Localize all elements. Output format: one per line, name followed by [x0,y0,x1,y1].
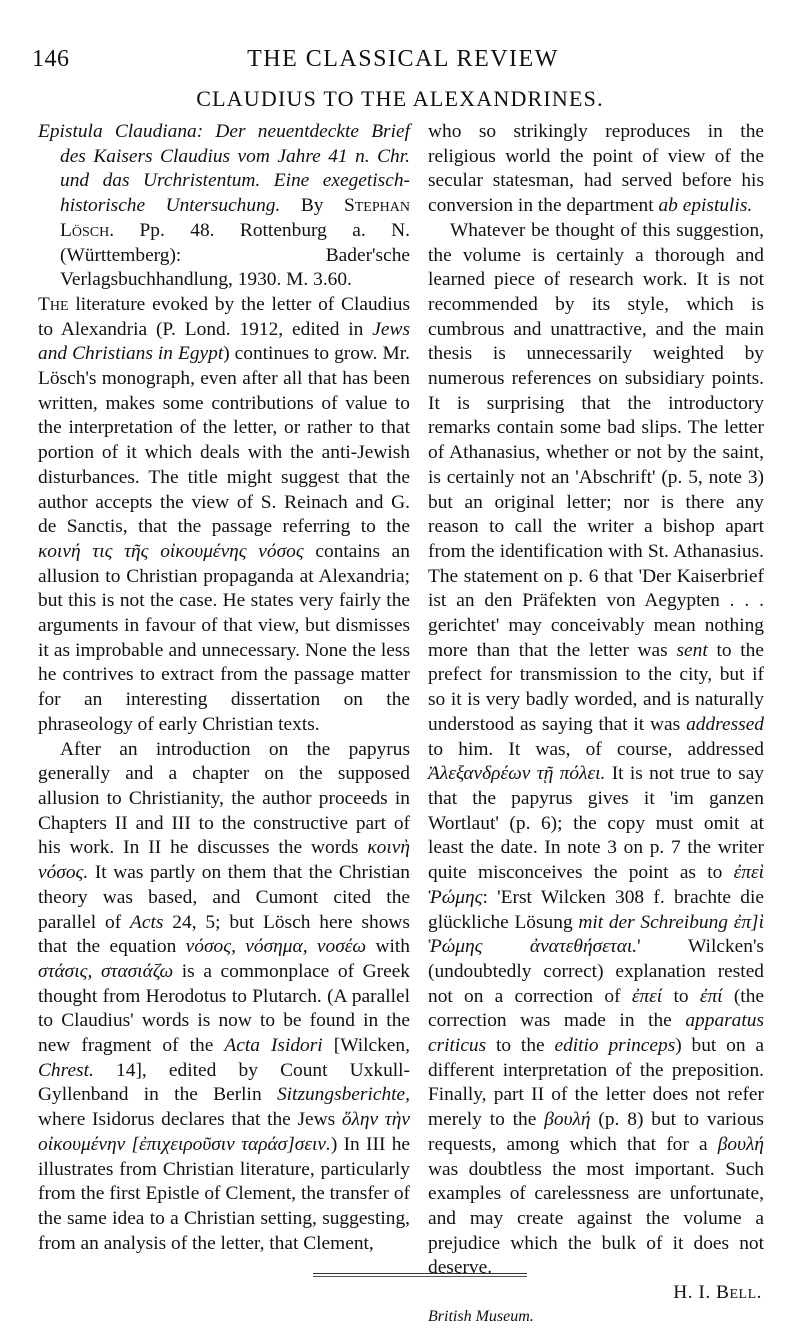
reviewer-affiliation: British Museum. [428,1307,534,1325]
book-author: Stephan Lösch. [60,195,410,241]
text-run: : 'Erst Wilcken 308 f. brachte die glückliche Lösung [428,886,764,933]
text-run: Whatever be thought of this suggestion, the volume is certainly a thorough and learned piece of research work. It is not recommended by its style, which is cumbrous and unattractive, and the main thesis is unnecessarily weighted by numerous references on subsidiary points. It is surprising that the introductory remarks contain some bad slips. The letter of Athanasius, whether or not by the saint, is certainly not an 'Abschrift' (p. 5, note 3) but an original letter; nor is there any reason to call the writer a bishop apart from the identification with St. Athanasius. The statement on p. 6 that 'Der Kaiserbrief ist an den Präfekten von Aegypten . . . gerichtet' may conceivably mean nothing more than that the letter was [428,219,764,661]
page-number: 146 [32,46,70,72]
text-run: 14], edited by Count Uxkull-Gyllenband in the Berlin [38,1059,410,1106]
end-rule-lower [313,1276,527,1277]
text-run: [Wilcken, [333,1035,410,1057]
text-run: ) continues to grow. Mr. Lösch's monograph, even after all that has been written, makes some contributions of value to the interpretation of the letter, or rather to that portion of it which deals with the anti-Jewish disturbances. The title might suggest that the author accepts the view of S. Reinach and G. de Sanctis, that the passage referring to the [38,343,410,538]
text-run: After an introduction on the papyrus generally and a chapter on the supposed allusion to Christianity, the author proceeds in Chapters II and III to the constructive part of his work. In II he discusses the words [38,738,410,859]
greek-phrase: στάσις, στασιάζω [38,960,174,982]
journal-title: THE CLASSICAL REVIEW [247,46,559,72]
text-run: ) In III he illustrates from Christian literature, particularly from the first Epistle of Clement, the transfer of the same idea to a Christian setting, suggesting, from an analysis of the letter, that Clement, [38,1133,411,1254]
greek-phrase: ἐπί [699,985,723,1007]
end-rule [313,1273,527,1274]
italic-title: Acts [130,911,164,933]
text-run: (the correction was made in the [428,985,764,1032]
greek-phrase: νόσος, νόσημα, νοσέω [185,936,367,958]
article-title: CLAUDIUS TO THE ALEXANDRINES. [196,86,604,111]
greek-phrase: βουλή [717,1133,764,1155]
text-run: where Isidorus declares that the Jews [38,1109,336,1131]
text-run: contains an allusion to Christian propaganda at Alexandria; but this is not the case. He states very fairly the arguments in favour of that view, but dismisses it as improbable and unnecessary. None the less he contrives to extract from the passage matter for an interesting dissertation on the phraseology of early Christian texts. [38,540,410,735]
reviewer-signature: H. I. Bell. [673,1282,762,1304]
paragraph-2 [38,738,410,1257]
left-column [38,120,410,1256]
text-run: It was partly on them that the Christian theory was based, and Cumont cited the parallel of [38,862,410,933]
text-run: to the [496,1035,545,1057]
text-run: is a commonplace of Greek thought from Herodotus to Plutarch. (A parallel to Claudius' words is now to be found in the new fragment of the [38,960,410,1057]
italic-title: ab epistulis. [658,195,753,217]
text-run: to the prefect for transmission to the city, but if so it is very badly worded, and is naturally understood as saying that it was [428,639,764,735]
greek-phrase: Ἀλεξανδρέων τῇ πόλει. [428,763,606,785]
text-run: (p. 8) but to various requests, among which that for a [428,1109,764,1155]
italic-word: apparatus criticus [428,1010,765,1057]
greek-phrase: ἐπεὶ Ῥώμης [428,862,764,908]
greek-phrase: ἐπεί [631,985,663,1007]
greek-phrase: ἐπ]ὶ Ῥώμης ἀνατεθήσεται. [428,911,764,958]
paragraph-1 [38,293,410,738]
publication-details: Pp. 48. Rottenburg a. N. (Württemberg): Bader'sche Verlagsbuchhandlung, 1930. M. 3.60. [60,219,410,291]
right-column [428,120,764,1328]
italic-word: sent [676,639,708,661]
text-run: to [673,985,689,1007]
italic-title: Chrest. [38,1059,94,1081]
text-run: who so strikingly reproduces in the religious world the point of view of the secular statesman, had served before his conversion in the department [428,121,764,217]
text-run: 24, 5; but Lösch here shows that the equation [38,911,410,958]
text-run: with [375,936,410,958]
text-run: It is not true to say that the papyrus gives it 'im ganzen Wortlaut' (p. 6); the copy must omit at least the date. In note 3 on p. 7 the writer quite misconceives the point as to [428,763,765,884]
text-run: ' Wilcken's (undoubtedly correct) explanation rested not on a correction of [428,936,764,1007]
text-run: to him. It was, of course, addressed [428,738,764,760]
italic-word: mit der Schreibung [578,911,728,933]
italic-title: Acta Isidori [224,1035,323,1057]
italic-title: Jews and Christians in Egypt [38,318,410,365]
italic-title: Sitzungsberichte, [276,1084,410,1106]
running-header [32,46,774,78]
text-run: was doubtless the most important. Such examples of carelessness are unfortunate, and may create against the volume a prejudice which the bulk of it does not deserve. [428,1158,764,1279]
greek-phrase: βουλή [544,1109,591,1131]
greek-phrase: κοινὴ νόσος. [38,837,410,884]
paragraph-4 [428,219,764,1281]
text-run: literature evoked by the letter of Claudius to Alexandria (P. Lond. 1912, edited in [38,293,410,340]
italic-word: addressed [686,713,764,735]
greek-phrase: ὅλην τὴν οἰκουμένην [ἐπιχειροῦσιν ταράσ]σειν. [38,1109,410,1155]
opening-word: The [38,293,69,315]
text-run: ) but on a different interpretation of the preposition. Finally, part II of the letter does not refer merely to the [428,1035,764,1131]
by-label: By [300,195,324,217]
italic-word: editio princeps [554,1035,676,1057]
bibliographic-entry [38,120,410,293]
greek-phrase: κοινή τις τῆς οἰκουμένης νόσος [38,540,304,562]
book-title: Epistula Claudiana: Der neuentdeckte Brief des Kaisers Claudius vom Jahre 41 n. Chr. und das Urchristentum. Eine exegetisch-historische Untersuchung. [38,121,410,217]
paragraph-3 [428,120,764,219]
